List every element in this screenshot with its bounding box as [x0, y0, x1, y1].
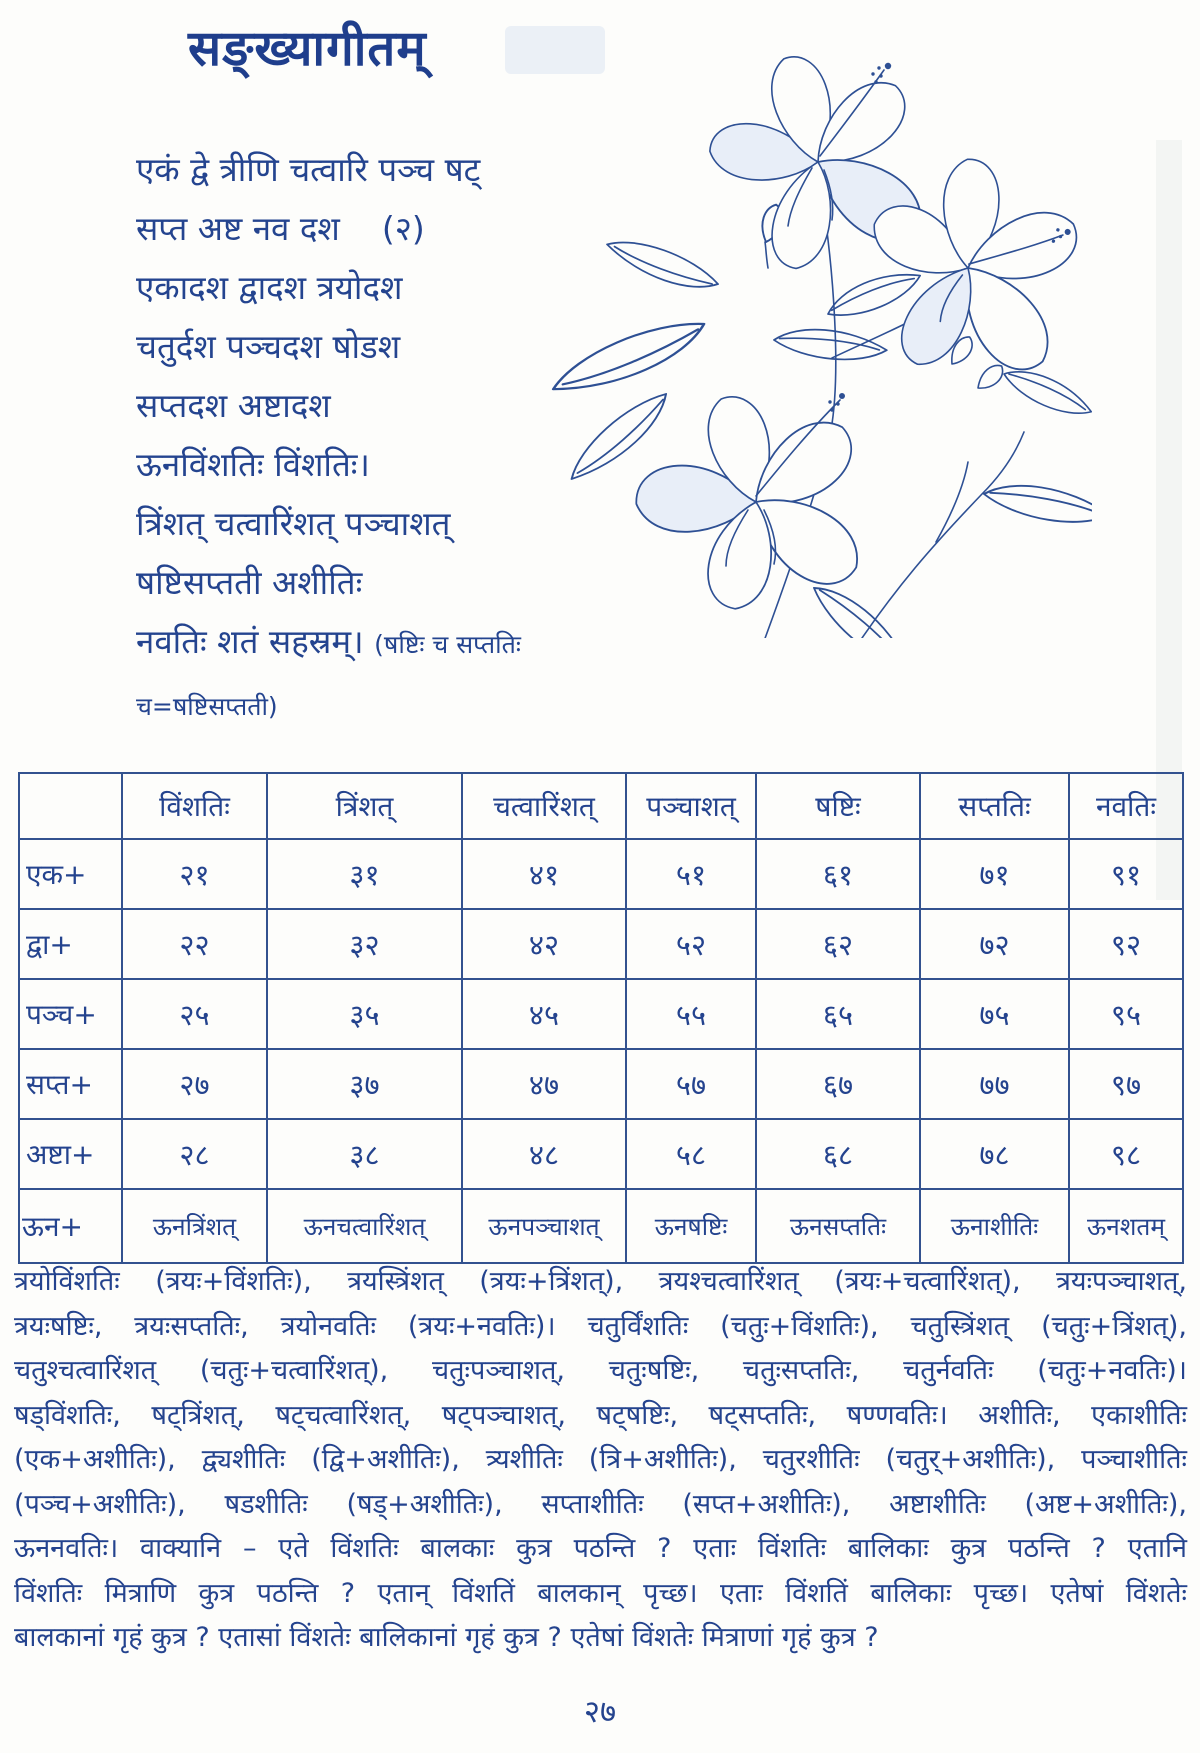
table-cell: ३७: [267, 1049, 462, 1119]
row-label: द्वा+: [19, 909, 122, 979]
verse-line: ऊनविंशतिः विंशतिः।: [136, 445, 370, 484]
paragraph-line: षड्विंशतिः, षट्त्रिंशत्, षट्चत्वारिंशत्, षट्पञ्चाशत्, षट्षष्टिः, षट्सप्ततिः, षण्णवतिः। अशीतिः, एकाशीतिः: [14, 1399, 1187, 1431]
numbers-table: [18, 772, 1184, 1264]
table-cell: ३२: [267, 909, 462, 979]
row-label: सप्त+: [19, 1049, 122, 1119]
table-cell: २२: [122, 909, 267, 979]
paragraph-line: चतुश्चत्वारिंशत् (चतुः+चत्वारिंशत्), चतुःपञ्चाशत्, चतुःषष्टिः, चतुःसप्ततिः, चतुर्नवतिः (चतुः+नवतिः)।: [14, 1355, 1187, 1386]
verse-line: एकादश द्वादश त्रयोदश: [136, 268, 403, 307]
table-cell: ५७: [626, 1049, 756, 1119]
hibiscus-illustration: [516, 22, 1092, 638]
table-cell: ७८: [920, 1119, 1069, 1189]
header-cell: विंशतिः: [122, 773, 267, 839]
table-cell: ५५: [626, 979, 756, 1049]
table-cell: ७१: [920, 839, 1069, 909]
table-cell: ६५: [756, 979, 920, 1049]
table-cell: ऊनशतम्: [1069, 1189, 1183, 1263]
paragraph-line: बालकानां गृहं कुत्र ? एतासां विंशतेः बालिकानां गृहं कुत्र ? एतेषां विंशतेः मित्राणां गृहं कुत्र ?: [14, 1622, 879, 1653]
table-row: [19, 839, 1183, 909]
table-cell: ४१: [462, 839, 626, 909]
table-row: [19, 1049, 1183, 1119]
table-cell: ९७: [1069, 1049, 1183, 1119]
row-label: पञ्च+: [19, 979, 122, 1049]
table-cell: ४७: [462, 1049, 626, 1119]
header-cell: षष्टिः: [756, 773, 920, 839]
table-cell: ६२: [756, 909, 920, 979]
header-cell-empty: [19, 773, 122, 839]
paragraph-line: ऊननवतिः। वाक्यानि – एते विंशतिः बालकाः कुत्र पठन्ति ? एताः विंशतिः बालिकाः कुत्र पठन्ति ? एतानि: [14, 1533, 1187, 1564]
table-cell: २७: [122, 1049, 267, 1119]
table-cell: २५: [122, 979, 267, 1049]
table-cell: ९२: [1069, 909, 1183, 979]
paragraph-line: (एक+अशीतिः), द्व्यशीतिः (द्वि+अशीतिः), त्र्यशीतिः (त्रि+अशीतिः), चतुरशीतिः (चतुर्+अशीतिः), पञ्चाशीतिः: [14, 1444, 1187, 1475]
paragraph-line: विंशतिः मित्राणि कुत्र पठन्ति ? एतान् विंशतिं बालकान् पृच्छ। एताः विंशतिं बालिकाः पृच्छ। एतेषां विंशतेः: [14, 1577, 1187, 1609]
header-cell: नवतिः: [1069, 773, 1183, 839]
table-cell: ऊनाशीतिः: [920, 1189, 1069, 1263]
table-cell: ऊनपञ्चाशत्: [462, 1189, 626, 1263]
verse-line: एकं द्वे त्रीणि चत्वारि पञ्च षट्: [136, 150, 481, 189]
table-row: [19, 909, 1183, 979]
verse-line: त्रिंशत् चत्वारिंशत् पञ्चाशत्: [136, 504, 451, 543]
table-cell: ९८: [1069, 1119, 1183, 1189]
verse-last-text: नवतिः शतं सहस्रम्।: [136, 622, 364, 661]
table-cell: ७७: [920, 1049, 1069, 1119]
verse-line: षष्टिसप्तती अशीतिः: [136, 563, 363, 602]
table-cell: ९१: [1069, 839, 1183, 909]
row-label: एक+: [19, 839, 122, 909]
exercise-paragraph: [14, 1260, 1187, 1661]
table-cell: ३५: [267, 979, 462, 1049]
row-label: अष्टा+: [19, 1119, 122, 1189]
table-cell: ६८: [756, 1119, 920, 1189]
paragraph-line: (पञ्च+अशीतिः), षडशीतिः (षड्+अशीतिः), सप्ताशीतिः (सप्त+अशीतिः), अष्टाशीतिः (अष्ट+अशीतिः),: [14, 1488, 1187, 1520]
table-cell: ५८: [626, 1119, 756, 1189]
table-cell: ६१: [756, 839, 920, 909]
table-cell: ऊनचत्वारिंशत्: [267, 1189, 462, 1263]
table-cell: ऊनत्रिंशत्: [122, 1189, 267, 1263]
paragraph-line: त्रयोविंशतिः (त्रयः+विंशतिः), त्रयस्त्रिंशत् (त्रयः+त्रिंशत्), त्रयश्चत्वारिंशत् (त्रयः+चत्वारिंशत्), त्रयःपञ्चाशत्,: [14, 1266, 1187, 1297]
table-cell: ४२: [462, 909, 626, 979]
verse-line: सप्तदश अष्टादश: [136, 386, 331, 425]
table-row: [19, 979, 1183, 1049]
table-cell: २१: [122, 839, 267, 909]
table-cell: २८: [122, 1119, 267, 1189]
table-cell: ७५: [920, 979, 1069, 1049]
table-cell: ४८: [462, 1119, 626, 1189]
header-cell: त्रिंशत्: [267, 773, 462, 839]
verse-inline-note: (षष्टिः च सप्ततिः च=षष्टिसप्तती): [136, 630, 529, 721]
verse-line: चतुर्दश पञ्चदश षोडश: [136, 327, 401, 366]
page-number: २७: [583, 1694, 617, 1730]
header-cell: चत्वारिंशत्: [462, 773, 626, 839]
table-cell: ऊनसप्ततिः: [756, 1189, 920, 1263]
table-cell: ६७: [756, 1049, 920, 1119]
table-cell: ऊनषष्टिः: [626, 1189, 756, 1263]
table-cell: ७२: [920, 909, 1069, 979]
paragraph-line: त्रयःषष्टिः, त्रयःसप्ततिः, त्रयोनवतिः (त्रयः+नवतिः)। चतुर्विंशतिः (चतुः+विंशतिः), चतुस्त्रिंशत् (चतुः+त्रिंशत्),: [14, 1310, 1187, 1342]
row-label: ऊन+: [19, 1189, 122, 1263]
table-cell: ४५: [462, 979, 626, 1049]
verse-line: सप्त अष्ट नव दश (२): [136, 209, 425, 248]
page-title: सङ्ख्यागीतम्: [188, 20, 427, 77]
header-cell: सप्ततिः: [920, 773, 1069, 839]
table-row: [19, 1119, 1183, 1189]
table-header-row: [19, 773, 1183, 839]
table-row-una: [19, 1189, 1183, 1263]
table-cell: ३१: [267, 839, 462, 909]
table-cell: ३८: [267, 1119, 462, 1189]
header-cell: पञ्चाशत्: [626, 773, 756, 839]
table-cell: ५१: [626, 839, 756, 909]
table-cell: ५२: [626, 909, 756, 979]
table-cell: ९५: [1069, 979, 1183, 1049]
